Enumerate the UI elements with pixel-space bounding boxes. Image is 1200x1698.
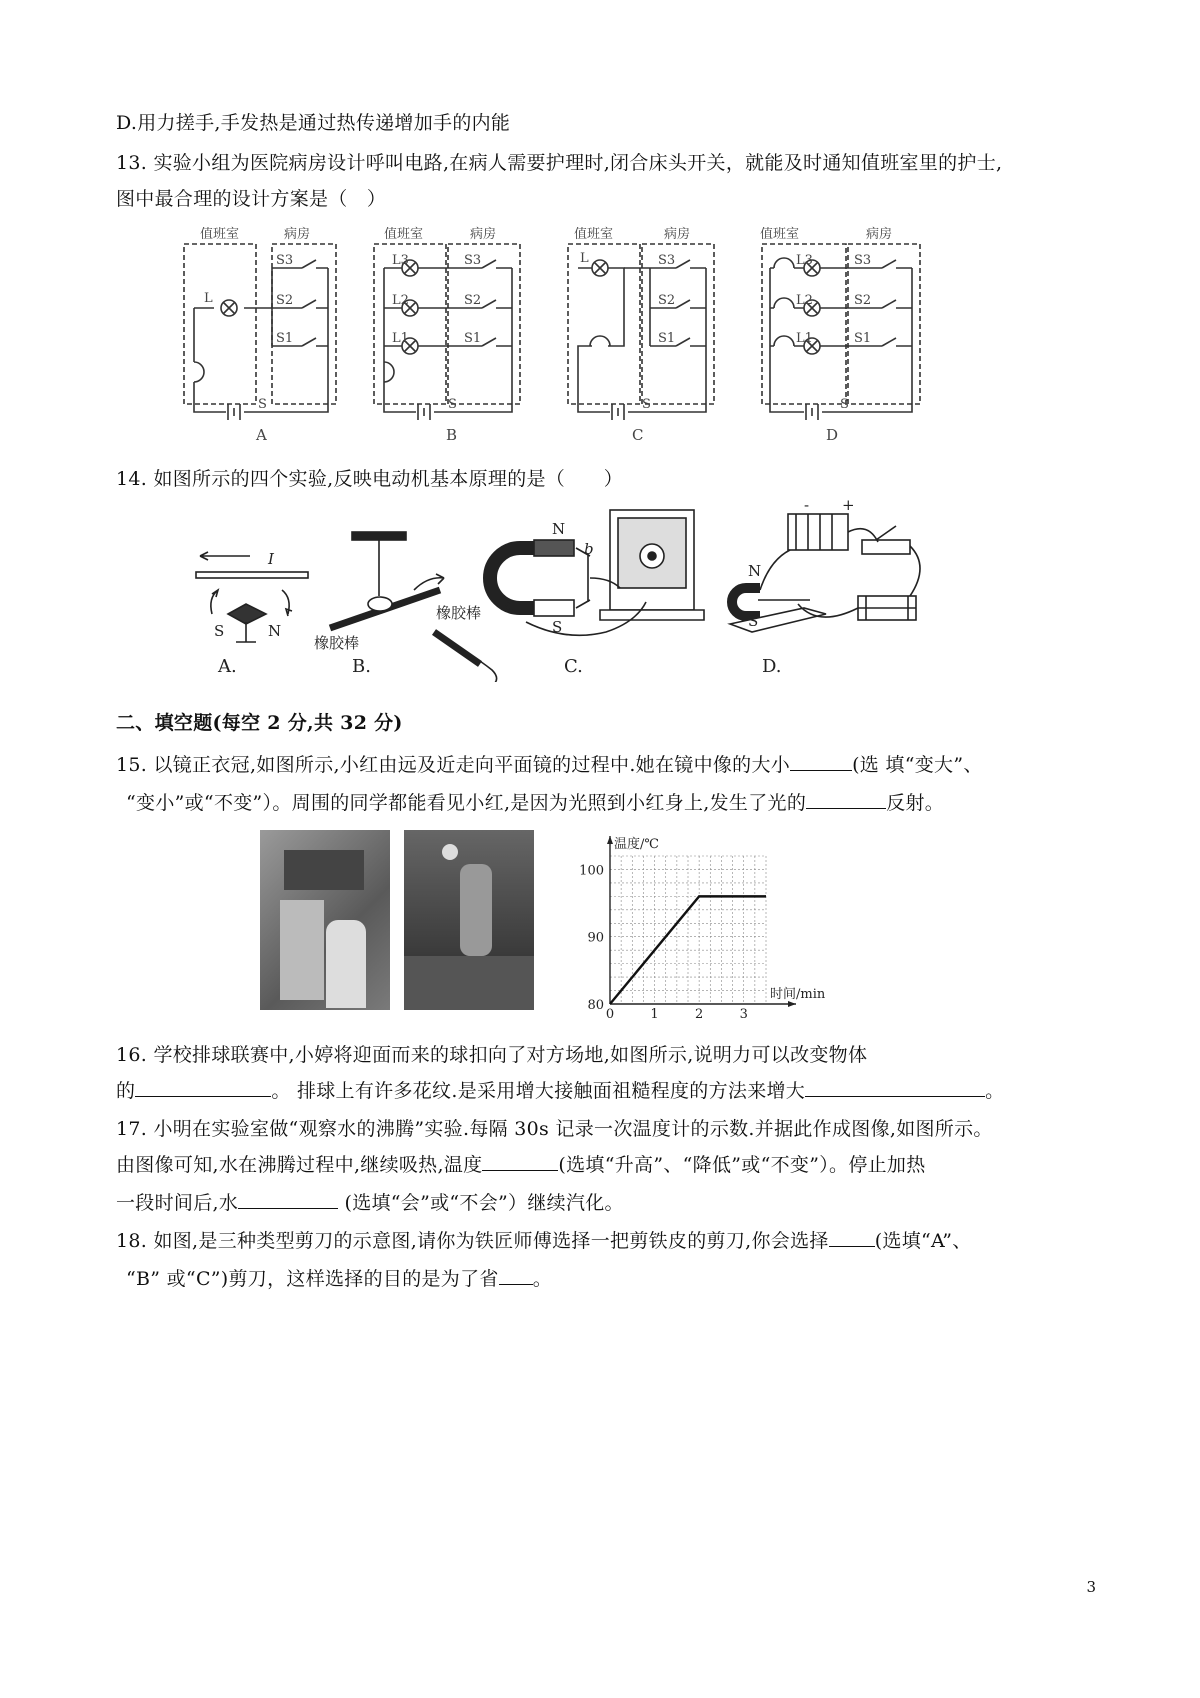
answer-blank-18-2[interactable] [499, 1266, 533, 1285]
volleyball-photo [404, 830, 534, 1010]
switch-label-b-3: S3 [464, 253, 482, 268]
lamp-label-d-2: L2 [796, 293, 813, 308]
north-pole-label-d: N [748, 562, 762, 580]
question-17-text-c: 一段时间后,水 [116, 1192, 239, 1214]
north-pole-label-c: N [552, 520, 566, 538]
question-17-text-b: (选填“升高”、“降低”或“不变”）。停止加热 [558, 1154, 926, 1176]
question-15-text-c: “变小”或“不变”）。周围的同学都能看见小红,是因为光照到小红身上,发生了光的 [126, 792, 807, 814]
room-ward-label-c: 病房 [664, 227, 691, 242]
north-pole-label-a: N [268, 622, 282, 640]
x-tick-label: 0 [605, 1007, 615, 1022]
circuit-d [762, 244, 920, 420]
lamp-label-b-2: L2 [392, 293, 409, 308]
option-c-label: C. [564, 656, 583, 677]
switch-label-a-3: S3 [276, 253, 294, 268]
circuit-c [568, 244, 714, 420]
wire-end-b-label: b [584, 540, 594, 558]
question-18-line1 [116, 1226, 972, 1253]
experiment-a [196, 552, 308, 642]
room-duty-label-b: 值班室 [384, 227, 424, 242]
section-2-heading: 二、填空题(每空 2 分,共 32 分) [116, 712, 403, 734]
south-pole-label-d: S [748, 612, 759, 630]
question-14: 14. 如图所示的四个实验,反映电动机基本原理的是（ ） [116, 468, 623, 490]
room-duty-label-a: 值班室 [200, 227, 240, 242]
main-switch-label-d: S [840, 397, 849, 412]
question-18-text-c: “B” 或“C”)剪刀，这样选择的目的是为了省 [126, 1268, 499, 1290]
lamp-label-c: L [580, 251, 589, 266]
option-a-label: A. [218, 656, 237, 677]
experiments-figure [190, 496, 1020, 682]
current-label: I [268, 550, 274, 568]
switch-label-b-1: S1 [464, 331, 482, 346]
room-duty-label-c: 值班室 [574, 227, 614, 242]
y-tick-label: 80 [587, 998, 604, 1013]
switch-label-d-1: S1 [854, 331, 872, 346]
mirror-shape [280, 900, 324, 1000]
y-tick-label: 90 [587, 930, 604, 946]
question-15-text-d: 反射。 [886, 792, 945, 814]
room-ward-label-b: 病房 [470, 227, 497, 242]
rubber-rod-label-1: 橡胶棒 [314, 634, 360, 652]
switch-label-a-2: S2 [276, 293, 294, 308]
question-16-line2 [116, 1076, 1004, 1103]
switch-label-d-3: S3 [854, 253, 872, 268]
option-d-text: D.用力搓手,手发热是通过热传递增加手的内能 [116, 112, 511, 134]
option-label-c: C [632, 426, 644, 444]
question-15-line1 [116, 750, 983, 777]
switch-label-c-2: S2 [658, 293, 676, 308]
x-axis-label: 时间/min [770, 987, 826, 1002]
page-number: 3 [1086, 1578, 1096, 1596]
room-ward-label-a: 病房 [284, 227, 311, 242]
answer-blank-17-1[interactable] [482, 1152, 558, 1171]
lamp-label-b-1: L1 [392, 331, 409, 346]
lamp-label-d-1: L1 [796, 331, 813, 346]
question-16-text-b: 。 排球上有许多花纹.是采用增大接触面祖糙程度的方法来增大 [271, 1080, 806, 1102]
switch-label-c-1: S1 [658, 331, 676, 346]
player-shape [460, 864, 492, 956]
crowd-shape [404, 956, 534, 1010]
answer-blank-16-2[interactable] [805, 1078, 985, 1097]
south-pole-label-c: S [552, 618, 563, 636]
room-duty-label-d: 值班室 [760, 227, 800, 242]
answer-blank-15-1[interactable] [790, 752, 852, 771]
answer-blank-16-1[interactable] [135, 1078, 271, 1097]
answer-blank-18-1[interactable] [829, 1228, 875, 1247]
option-label-b: B [446, 426, 458, 444]
girl-shape [326, 920, 366, 1008]
question-16-text-a: 的 [116, 1080, 136, 1102]
switch-label-b-2: S2 [464, 293, 482, 308]
question-17-line2 [116, 1150, 926, 1177]
main-switch-label-c: S [642, 397, 651, 412]
question-13-line1: 13. 实验小组为医院病房设计呼叫电路,在病人需要护理时,闭合床头开关，就能及时通知值班室里的护士, [116, 152, 1003, 174]
lamp-label-b-3: L3 [392, 253, 409, 268]
y-tick-label: 100 [579, 863, 604, 879]
option-label-d: D [826, 426, 839, 444]
mirror-photo [260, 830, 390, 1010]
option-d-label: D. [762, 656, 782, 677]
question-18-text-a: 18. 如图,是三种类型剪刀的示意图,请你为铁匠师傅选择一把剪铁皮的剪刀,你会选择 [116, 1230, 829, 1252]
switch-label-c-3: S3 [658, 253, 676, 268]
question-17-text-d: (选填“会”或“不会”）继续汽化。 [338, 1192, 624, 1214]
room-ward-label-d: 病房 [866, 227, 893, 242]
x-tick-label: 2 [695, 1007, 704, 1022]
question-16-line1: 16. 学校排球联赛中,小婷将迎面而来的球扣向了对方场地,如图所示,说明力可以改变物体 [116, 1044, 868, 1066]
answer-blank-15-2[interactable] [806, 790, 886, 809]
switch-label-a-1: S1 [276, 331, 294, 346]
x-tick-label: 3 [739, 1007, 748, 1022]
experiment-c [490, 510, 704, 635]
option-b-label: B. [352, 656, 371, 677]
question-15-line2 [126, 788, 944, 815]
option-label-a: A [256, 426, 267, 444]
circuit-diagrams-figure [170, 222, 950, 448]
boiling-chart [566, 824, 846, 1024]
switch-label-d-2: S2 [854, 293, 872, 308]
question-15-text-b: (选 填“变大”、 [852, 754, 983, 776]
main-switch-label-a: S [258, 397, 267, 412]
question-13-line2: 图中最合理的设计方案是（ ） [116, 188, 387, 210]
y-axis-label: 温度/℃ [614, 837, 659, 852]
question-17-line3 [116, 1188, 624, 1215]
question-15-text-a: 15. 以镜正衣冠,如图所示,小红由远及近走向平面镜的过程中.她在镜中像的大小 [116, 754, 791, 776]
question-16-text-c: 。 [985, 1080, 1005, 1102]
question-17-line1: 17. 小明在实验室做“观察水的沸腾”实验.每隔 30s 记录一次温度计的示数.并据此作成图像,如图所示。 [116, 1118, 993, 1140]
question-18-text-d: 。 [532, 1268, 553, 1290]
x-tick-label: 1 [650, 1007, 659, 1022]
y-axis-arrow [607, 836, 613, 844]
circuit-a [184, 244, 336, 420]
lamp-label-a: L [204, 291, 213, 306]
south-pole-label-a: S [214, 622, 225, 640]
lamp-label-d-3: L3 [796, 253, 813, 268]
answer-blank-17-2[interactable] [238, 1190, 338, 1209]
main-switch-label-b: S [448, 397, 457, 412]
question-18-line2 [126, 1264, 552, 1291]
question-18-text-b: (选填“A”、 [874, 1230, 972, 1252]
volleyball-shape [442, 844, 458, 860]
battery-minus-label: - [804, 496, 810, 514]
rubber-rod-label-2: 橡胶棒 [436, 604, 482, 622]
sign-shape [284, 850, 364, 890]
wire-end-a-label: a [504, 596, 513, 614]
battery-plus-label: + [842, 496, 855, 514]
question-17-text-a: 由图像可知,水在沸腾过程中,继续吸热,温度 [116, 1154, 483, 1176]
